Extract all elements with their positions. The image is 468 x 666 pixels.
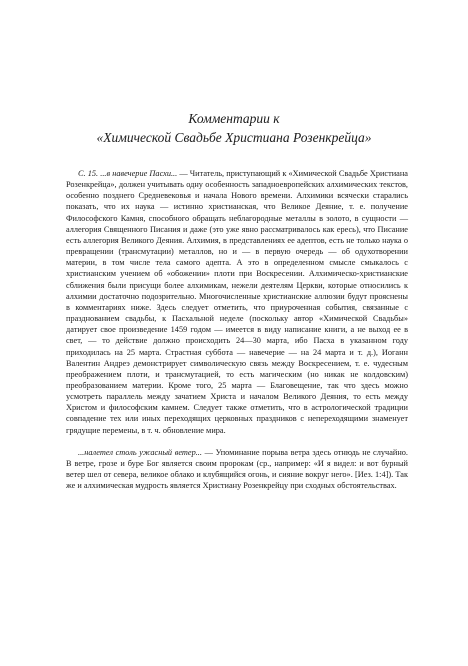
paragraph-text: — Читатель, приступающий к «Химической Свадьбе Христиана Розенкрейца», должен учитывать одну особенность западноевропейских алхимических текстов, особенно позднего Средневековья и начала Нового времени. Алхимики всячески старались показать, что их наука — истинно христианская, что Великое Деяние, т. е. получение Философского Камня, способного обращать неблагородные металлы в золото, в сущности — аллегория Священного Писания и даже (это уже явно рассматривалось как ересь), что Писание есть аллегория Великого Деяния. Алхимия, в представлениях ее адептов, есть не только наука о превращении (трансмутации) металлов, но и — в первую очередь — об одухотворении материи, в том числе тела самого адепта. А это в определенном смысле смыкалось с христианским учением об «обожении» плоти при Воскресении. Алхимическо-христианские сближения были присущи более алхимикам, нежели деятелям Церкви, которые относились к алхимии достаточно подозрительно. Многочисленные христианские аллюзии будут прояснены в комментариях ниже. Здесь следует отметить, что приуроченная события, связанные с празднованием свадьбы, к Пасхальной неделе (поскольку автор «Химической Свадьбы» датирует свое произведение 1459 годом — имеется в виду написание книги, а не выход ее в свет, — то действие должно происходить 24—30 марта, ибо Пасха в указанном году приходилась на 25 марта. Страстная суббота — навечерие — на 24 марта и т. д.), Иоганн Валентин Андреэ демонстрирует символическую связь между Воскресением, т. е. чудесным преображением плоти, и трансмутацией, то есть магическим (но никак не колдовским) преобразованием материи. Кроме того, 25 марта — Благовещение, так что здесь можно усмотреть параллель между зачатием Христа и началом Великого Деяния, то есть между Христом и философским камнем. Следует также отметить, что в астрологической традиции совпадение тех или иных переходящих церковных праздников с непереходящими знаменует грядущие перемены, в т. ч. обновление мира.: [66, 169, 408, 435]
commentary-paragraph: [66, 447, 408, 492]
page-title: [0, 109, 468, 147]
commentary-body: [66, 168, 408, 491]
paragraph-text: — Упоминание порыва ветра здесь отнюдь не случайно. В ветре, грозе и буре Бог является своим пророкам (ср., например: «И я видел: и вот бурный ветер шел от севера, великое облако и клубящийся огонь, и сияние вокруг него». [Иез. 1:4]). Так же и алхимическая мудрость является Христиану Розенкрейцу при сходных обстоятельствах.: [66, 447, 408, 491]
paragraph-lead: С. 15. ...в навечерие Пасхи...: [78, 169, 178, 178]
commentary-paragraph: [66, 168, 408, 436]
title-line-1: Комментарии к: [188, 111, 280, 126]
paragraph-lead: ...налетел столь ужасный ветер...: [78, 447, 202, 457]
title-line-2: «Химической Свадьбе Христиана Розенкрейца»: [96, 130, 372, 145]
